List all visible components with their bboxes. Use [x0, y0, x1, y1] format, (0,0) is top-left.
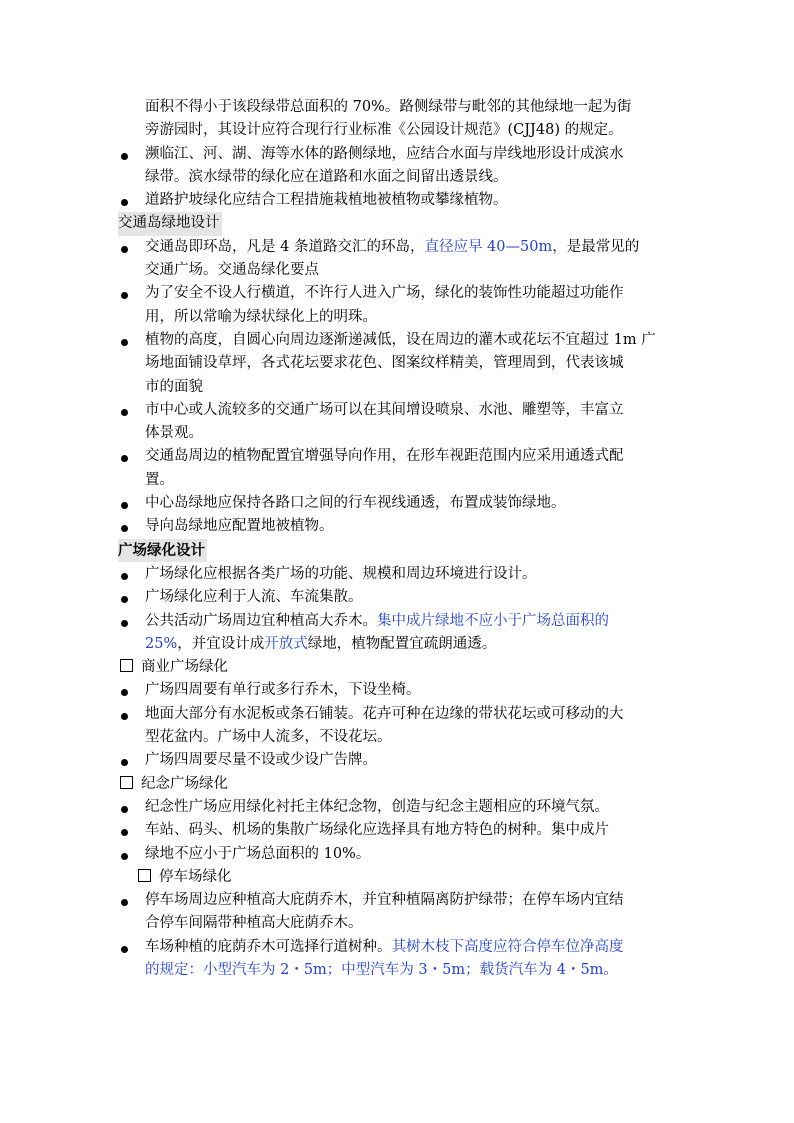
list-item-text: 纪念性广场应用绿化衬托主体纪念物，创造与纪念主题相应的环境气氛。	[145, 798, 609, 815]
list-item	[118, 399, 678, 446]
list-item-text	[145, 236, 678, 259]
bullet-icon	[118, 889, 145, 936]
text-run: 交通岛即环岛，凡是 4 条道路交汇的环岛，	[145, 238, 425, 255]
list-item-text: 广场四周要有单行或多行乔木，下设坐椅。	[145, 682, 421, 699]
subsection-title: 停车场绿化	[159, 868, 232, 885]
bullet-icon	[118, 703, 145, 750]
list-item-text: 合停车间隔带种植高大庇荫乔木。	[145, 915, 363, 932]
list-item	[118, 586, 678, 609]
list-item-text: 体景观。	[145, 425, 203, 442]
list-item-text: 交通广场。交通岛绿化要点	[145, 262, 319, 279]
checkbox-square-icon	[120, 776, 133, 789]
subsection-title: 商业广场绿化	[141, 659, 228, 676]
list-item	[118, 189, 678, 212]
text-run: 绿地，植物配置宜疏朗通透。	[307, 635, 497, 652]
bullet-icon	[118, 189, 145, 212]
list-item-text: 型花盆内。广场中人流多，不设花坛。	[145, 729, 392, 746]
list-item-text: 交通岛周边的植物配置宜增强导向作用，在形车视距范围内应采用通透式配	[145, 448, 624, 465]
highlighted-text: 开放式	[264, 635, 308, 652]
list-item-text: 濒临江、河、湖、海等水体的路侧绿地，应结合水面与岸线地形设计成滨水	[145, 145, 624, 162]
paragraph-line: 旁游园时，其设计应符合现行行业标准《公园设计规范》(CJJ48) 的规定。	[145, 122, 623, 139]
checkbox-square-icon	[138, 869, 151, 882]
list-item-text: 广场绿化应利于人流、车流集散。	[145, 589, 363, 606]
subsection-memorial	[118, 773, 678, 796]
bullet-icon	[118, 399, 145, 446]
list-item-text: 停车场周边应种植高大庇荫乔木，并宜种植隔离防护绿带；在停车场内宜结	[145, 892, 624, 909]
bullet-icon	[118, 445, 145, 492]
list-item-text: 道路护坡绿化应结合工程措施栽植地被植物或攀缘植物。	[145, 192, 508, 209]
bullet-icon	[118, 492, 145, 515]
list-item-text: 广场绿化应根据各类广场的功能、规模和周边环境进行设计。	[145, 565, 537, 582]
list-item	[118, 236, 678, 283]
list-item-text: 导向岛绿地应配置地被植物。	[145, 518, 334, 535]
list-item	[118, 749, 678, 772]
list-item-text	[145, 633, 678, 656]
list-item	[118, 703, 678, 750]
list-item	[118, 843, 678, 866]
subsection-title: 纪念广场绿化	[141, 775, 228, 792]
section-heading-square: 广场绿化设计	[118, 539, 207, 562]
text-run: 公共活动广场周边宜种植高大乔木。	[145, 612, 377, 629]
list-item-text: 植物的高度，自圆心向周边逐渐递减低，设在周边的灌木或花坛不宜超过 1m 广	[145, 331, 656, 348]
bullet-icon	[118, 936, 145, 983]
bullet-icon	[118, 563, 145, 586]
text-run: ，并宜设计成	[177, 635, 265, 652]
section-heading-traffic-island: 交通岛绿地设计	[118, 212, 222, 235]
list-item-text: 广场四周要尽量不设或少设广告牌。	[145, 752, 377, 769]
bullet-icon	[118, 749, 145, 772]
highlighted-text: 25%	[145, 635, 178, 652]
list-item-text: 绿地不应小于广场总面积的 10%。	[145, 845, 371, 862]
text-run: 车场种植的庇荫乔木可选择行道树种。	[145, 938, 392, 955]
list-item-text: 为了安全不设人行横道，不许行人进入广场，绿化的装饰性功能超过功能作	[145, 285, 624, 302]
list-item-text	[145, 610, 678, 633]
bullet-icon	[118, 236, 145, 283]
text-run: ，是最常见的	[552, 238, 640, 255]
list-item-text	[145, 936, 678, 959]
paragraph-line: 面积不得小于该段绿带总面积的 70%。路侧绿带与毗邻的其他绿地一起为街	[145, 99, 632, 115]
list-item-text: 绿带。滨水绿带的绿化应在道路和水面之间留出透景线。	[145, 168, 508, 185]
list-item	[118, 679, 678, 702]
list-item-text: 中心岛绿地应保持各路口之间的行车视线通透，布置成装饰绿地。	[145, 495, 566, 512]
checkbox-square-icon	[120, 659, 133, 672]
bullet-icon	[118, 143, 145, 190]
bullet-icon	[118, 586, 145, 609]
list-item	[118, 329, 678, 399]
list-item	[118, 889, 678, 936]
bullet-icon	[118, 679, 145, 702]
subsection-parking	[118, 866, 678, 889]
list-item	[118, 515, 678, 538]
list-item	[118, 936, 678, 983]
list-item	[118, 610, 678, 657]
list-item	[118, 282, 678, 329]
list-item-text: 场地面铺设草坪，各式花坛要求花色、图案纹样精美，管理周到，代表该城	[145, 355, 624, 372]
subsection-commercial	[118, 656, 678, 679]
list-item-text: 用，所以常喻为绿状绿化上的明珠。	[145, 308, 377, 325]
bullet-icon	[118, 515, 145, 538]
highlighted-text: 直径应早 40—50m	[424, 238, 553, 255]
list-item	[118, 563, 678, 586]
list-item-text: 地面大部分有水泥板或条石铺装。花卉可种在边缘的带状花坛或可移动的大	[145, 705, 624, 722]
list-item-text: 市的面貌	[145, 378, 203, 395]
bullet-icon	[118, 843, 145, 866]
list-item	[118, 143, 678, 190]
bullet-icon	[118, 610, 145, 657]
list-item-text: 车站、码头、机场的集散广场绿化应选择具有地方特色的树种。集中成片	[145, 822, 609, 839]
list-item	[118, 445, 678, 492]
list-item-text: 的规定：小型汽车为 2・5m；中型汽车为 3・5m；载货汽车为 4・5m。	[145, 961, 618, 978]
highlighted-text: 其树木枝下高度应符合停车位净高度	[391, 938, 624, 955]
list-item	[118, 796, 678, 819]
list-item	[118, 492, 678, 515]
bullet-icon	[118, 819, 145, 842]
document-body	[118, 96, 678, 982]
bullet-icon	[118, 329, 145, 399]
highlighted-text: 集中成片绿地不应小于广场总面积的	[377, 612, 609, 629]
list-item-text: 置。	[145, 471, 174, 488]
list-item-text: 市中心或人流较多的交通广场可以在其间增设喷泉、水池、雕塑等，丰富立	[145, 401, 624, 418]
list-item	[118, 819, 678, 842]
bullet-icon	[118, 282, 145, 329]
bullet-icon	[118, 796, 145, 819]
